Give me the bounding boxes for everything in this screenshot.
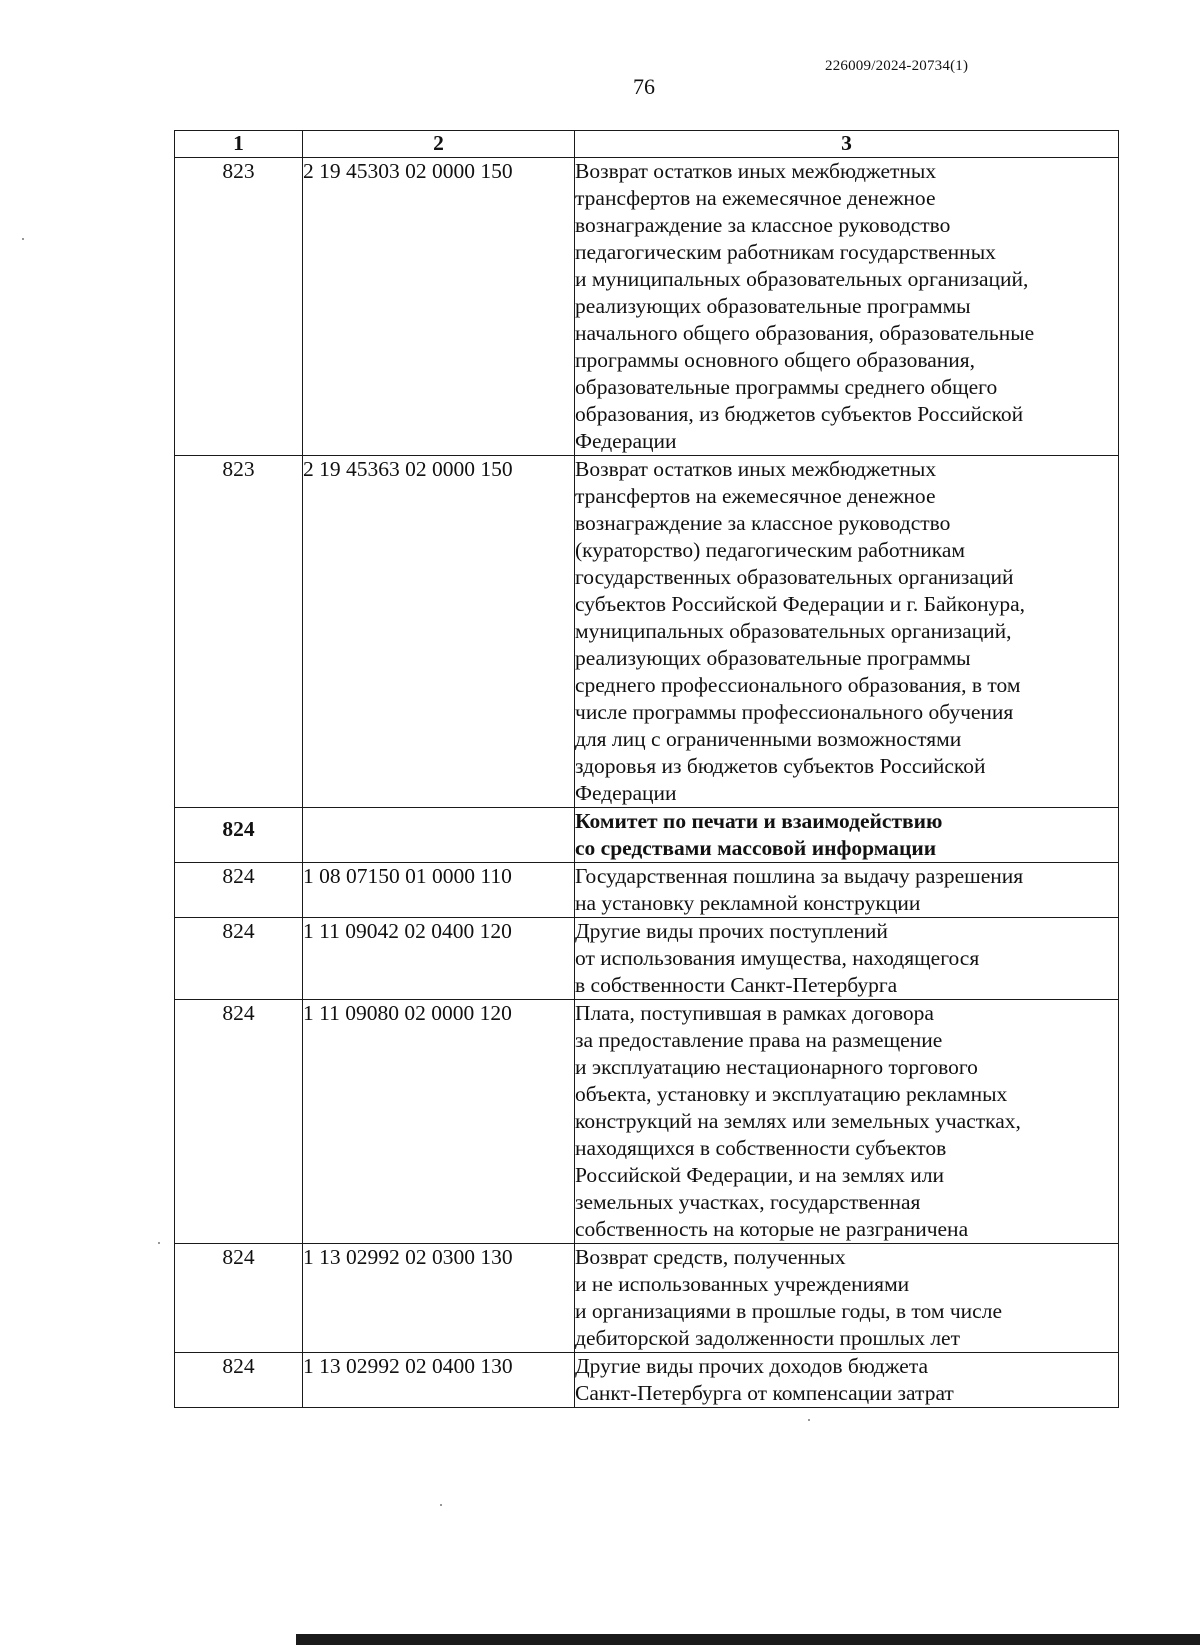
description-cell [575,1353,1119,1408]
description-line: и муниципальных образовательных организаций, [575,267,1029,291]
description-line: в собственности Санкт-Петербурга [575,973,898,997]
admin-code-cell: 824 [175,1244,303,1353]
description-line: педагогическим работникам государственных [575,240,996,264]
table-row [175,1353,1119,1408]
description-line: собственность на которые не разграничена [575,1217,969,1241]
description-line: трансфертов на ежемесячное денежное [575,484,936,508]
description-line: Комитет по печати и взаимодействию [575,809,943,833]
description-line: конструкций на землях или земельных участках, [575,1109,1021,1133]
admin-code-cell: 824 [175,808,303,863]
table-row [175,1000,1119,1244]
page-number: 76 [633,74,655,99]
description-line: от использования имущества, находящегося [575,946,980,970]
admin-code-cell: 823 [175,456,303,808]
admin-code-cell: 823 [175,158,303,456]
description-line: реализующих образовательные программы [575,646,971,670]
description-line: за предоставление права на размещение [575,1028,943,1052]
scan-speck [808,1419,810,1421]
description-line: вознаграждение за классное руководство [575,511,951,535]
revenue-codes-table [174,130,1119,1408]
description-line: Возврат средств, полученных [575,1245,846,1269]
description-line: здоровья из бюджетов субъектов Российской [575,754,986,778]
scan-speck [22,238,24,240]
description-line: Плата, поступившая в рамках договора [575,1001,934,1025]
description-line: Возврат остатков иных межбюджетных [575,457,937,481]
description-line: земельных участках, государственная [575,1190,921,1214]
admin-code-cell: 824 [175,1353,303,1408]
description-line: Федерации [575,429,677,453]
description-line: Санкт-Петербурга от компенсации затрат [575,1381,954,1405]
scan-speck [158,1242,160,1244]
column-header-3: 3 [575,131,1119,158]
revenue-code-cell: 1 08 07150 01 0000 110 [303,863,575,918]
revenue-code-cell: 1 11 09080 02 0000 120 [303,1000,575,1244]
revenue-code-cell: 1 11 09042 02 0400 120 [303,918,575,1000]
description-line: реализующих образовательные программы [575,294,971,318]
description-line: образовательные программы среднего общего [575,375,998,399]
description-cell [575,863,1119,918]
revenue-code-cell: 1 13 02992 02 0400 130 [303,1353,575,1408]
description-line: и организациями в прошлые годы, в том числе [575,1299,1002,1323]
description-line: программы основного общего образования, [575,348,976,372]
description-line: дебиторской задолженности прошлых лет [575,1326,960,1350]
description-line: и эксплуатацию нестационарного торгового [575,1055,978,1079]
column-header-2: 2 [303,131,575,158]
description-line: со средствами массовой информации [575,836,937,860]
description-line: Другие виды прочих поступлений [575,919,888,943]
description-line: субъектов Российской Федерации и г. Байконура, [575,592,1026,616]
document-registration-number: 226009/2024-20734(1) [825,58,969,74]
description-line: начального общего образования, образовательные [575,321,1035,345]
description-line: государственных образовательных организаций [575,565,1014,589]
revenue-code-cell [303,808,575,863]
admin-code-cell: 824 [175,918,303,1000]
revenue-code-cell: 2 19 45303 02 0000 150 [303,158,575,456]
description-line: Государственная пошлина за выдачу разрешения [575,864,1024,888]
description-line: для лиц с ограниченными возможностями [575,727,962,751]
scan-bottom-edge [296,1634,1200,1645]
description-cell [575,1000,1119,1244]
description-line: Другие виды прочих доходов бюджета [575,1354,929,1378]
description-cell [575,918,1119,1000]
description-line: числе программы профессионального обучения [575,700,1014,724]
description-cell [575,1244,1119,1353]
revenue-code-cell: 2 19 45363 02 0000 150 [303,456,575,808]
description-line: и не использованных учреждениями [575,1272,910,1296]
description-line: (кураторство) педагогическим работникам [575,538,965,562]
table-row [175,456,1119,808]
description-line: Федерации [575,781,677,805]
description-cell [575,808,1119,863]
section-header-row [175,808,1119,863]
header-row [175,131,1119,158]
admin-code-cell: 824 [175,1000,303,1244]
table-body [175,158,1119,1408]
table-row [175,918,1119,1000]
description-line: находящихся в собственности субъектов [575,1136,947,1160]
column-header-1: 1 [175,131,303,158]
table-row [175,863,1119,918]
table-row [175,1244,1119,1353]
table-row [175,158,1119,456]
description-line: среднего профессионального образования, в том [575,673,1021,697]
description-line: вознаграждение за классное руководство [575,213,951,237]
admin-code-cell: 824 [175,863,303,918]
description-line: объекта, установку и эксплуатацию рекламных [575,1082,1008,1106]
description-cell [575,158,1119,456]
description-line: Российской Федерации, и на землях или [575,1163,945,1187]
description-line: на установку рекламной конструкции [575,891,921,915]
description-line: муниципальных образовательных организаций, [575,619,1012,643]
description-line: трансфертов на ежемесячное денежное [575,186,936,210]
revenue-code-cell: 1 13 02992 02 0300 130 [303,1244,575,1353]
scan-speck [440,1504,442,1506]
description-line: Возврат остатков иных межбюджетных [575,159,937,183]
table-header [175,131,1119,158]
description-cell [575,456,1119,808]
description-line: образования, из бюджетов субъектов Российской [575,402,1024,426]
